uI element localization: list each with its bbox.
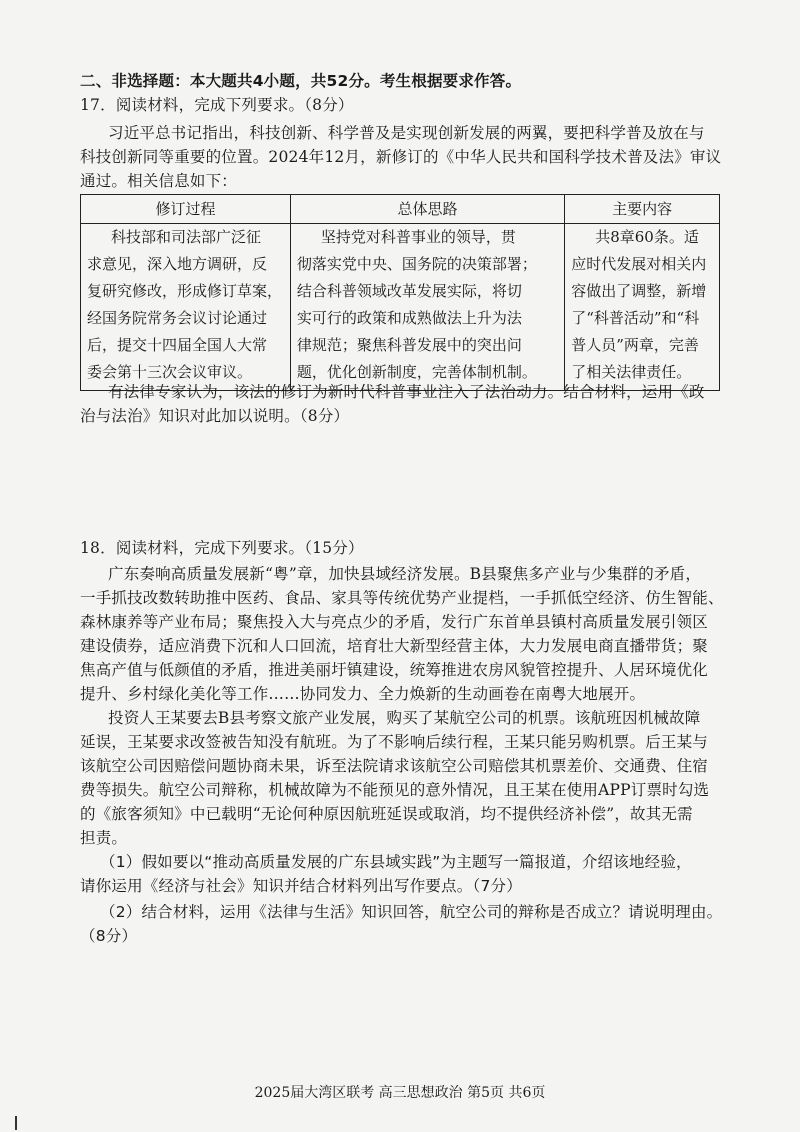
cell-line: 复研究修改，形成修订草案，: [87, 282, 283, 300]
q18-para2-line: 该航空公司因赔偿问题协商未果，诉至法院请求该航空公司赔偿其机票差价、交通费、住宿: [80, 757, 709, 775]
cell-line: 坚持党对科普事业的领导，贯: [320, 228, 516, 246]
q17-intro-line: 通过。相关信息如下：: [80, 172, 238, 190]
cell-line: 实可行的政策和成熟做法上升为法: [296, 309, 522, 327]
q18-para1-line: 森林康养等产业布局；聚焦投入大与亮点少的矛盾，发行广东首单县镇村高质量发展引领区: [80, 613, 709, 631]
q18-title: 18．阅读材料，完成下列要求。（15分）: [80, 539, 364, 557]
table-cell-content: [565, 224, 720, 391]
cell-line: 容做出了调整，新增: [571, 282, 707, 300]
table-cell-process: [81, 224, 291, 391]
cell-line: 题，优化创新制度，完善体制机制。: [296, 363, 537, 381]
q18-para1-line: 广东奏响高质量发展新“粤”章，加快县域经济发展。B县聚焦多产业与少集群的矛盾，: [108, 565, 702, 583]
cell-line: 了相关法律责任。: [571, 363, 692, 381]
cell-line: 共8章60条。适: [595, 228, 699, 246]
q18-para2-line: 延误，王某要求改签被告知没有航班。为了不影响后续行程，王某只能另购机票。后王某与: [80, 733, 709, 751]
section-header: 二、非选择题：本大题共4小题，共52分。考生根据要求作答。: [80, 72, 522, 90]
q17-intro-line: 科技创新同等重要的位置。2024年12月，新修订的《中华人民共和国科学技术普及法》审议: [80, 148, 722, 166]
q18-sub1-line: （1）假如要以“推动高质量发展的广东县域实践”为主题写一篇报道，介绍该地经验，: [100, 853, 692, 871]
q17-question-line: 治与法治》知识对此加以说明。（8分）: [80, 407, 350, 425]
q17-intro-line: 习近平总书记指出，科技创新、科学普及是实现创新发展的两翼，要把科学普及放在与: [108, 124, 705, 142]
cell-line: 彻落实党中央、国务院的决策部署；: [296, 255, 537, 273]
cell-line: 了“科普活动”和“科: [571, 309, 700, 327]
q18-para1-line: 建设债券，适应消费下沉和人口回流，培育壮大新型经营主体，大力发展电商直播带货；聚: [80, 637, 709, 655]
cell-line: 求意见，深入地方调研，反: [87, 255, 268, 273]
q18-sub2-line: （8分）: [80, 927, 138, 945]
cell-line: 后，提交十四届全国人大常: [87, 336, 268, 354]
cell-line: 应时代发展对相关内: [571, 255, 707, 273]
table-header: 主要内容: [565, 195, 720, 224]
cell-line: 委会第十三次会议审议。: [87, 363, 253, 381]
q18-para1-line: 焦高产值与低颜值的矛盾，推进美丽圩镇建设，统筹推进农房风貌管控提升、人居环境优化: [80, 661, 709, 679]
table-cell-approach: [290, 224, 564, 391]
q18-para2-line: 投资人王某要去B县考察文旅产业发展，购买了某航空公司的机票。该航班因机械故障: [108, 709, 701, 727]
table-row: [81, 224, 720, 391]
page-footer: 2025届大湾区联考 高三思想政治 第5页 共6页: [254, 1085, 546, 1101]
q18-para2-line: 担责。: [80, 829, 128, 847]
cell-line: 律规范；聚焦科普发展中的突出问: [296, 336, 522, 354]
q17-question-line: 有法律专家认为，该法的修订为新时代科普事业注入了法治动力。结合材料，运用《政: [108, 383, 705, 401]
q17-title: 17．阅读材料，完成下列要求。（8分）: [80, 96, 354, 114]
q18-para2-line: 费等损失。航空公司辩称，机械故障为不能预见的意外情况，且王某在使用APP订票时勾选: [80, 781, 710, 799]
q18-para1-line: 提升、乡村绿化美化等工作……协同发力、全力焕新的生动画卷在南粤大地展开。: [80, 685, 646, 703]
q18-para1-line: 一手抓技改数转助推中医药、食品、家具等传统优势产业提档，一手抓低空经济、仿生智能、: [80, 589, 724, 607]
q18-sub2-line: （2）结合材料，运用《法律与生活》知识回答，航空公司的辩称是否成立？请说明理由。: [100, 903, 723, 921]
table-header: 总体思路: [290, 195, 564, 224]
table-header: 修订过程: [81, 195, 291, 224]
cell-line: 结合科普领域改革发展实际，将切: [296, 282, 522, 300]
q17-info-table: [80, 194, 720, 391]
q18-sub1-line: 请你运用《经济与社会》知识并结合材料列出写作要点。（7分）: [80, 877, 522, 895]
margin-mark: [15, 1116, 17, 1130]
cell-line: 科技部和司法部广泛征: [111, 228, 262, 246]
q18-para2-line: 的《旅客须知》中已载明“无论何种原因航班延误或取消，均不提供经济补偿”，故其无需: [80, 805, 693, 823]
table-header-row: [81, 195, 720, 224]
cell-line: 经国务院常务会议讨论通过: [87, 309, 268, 327]
cell-line: 普人员”两章，完善: [571, 336, 699, 354]
